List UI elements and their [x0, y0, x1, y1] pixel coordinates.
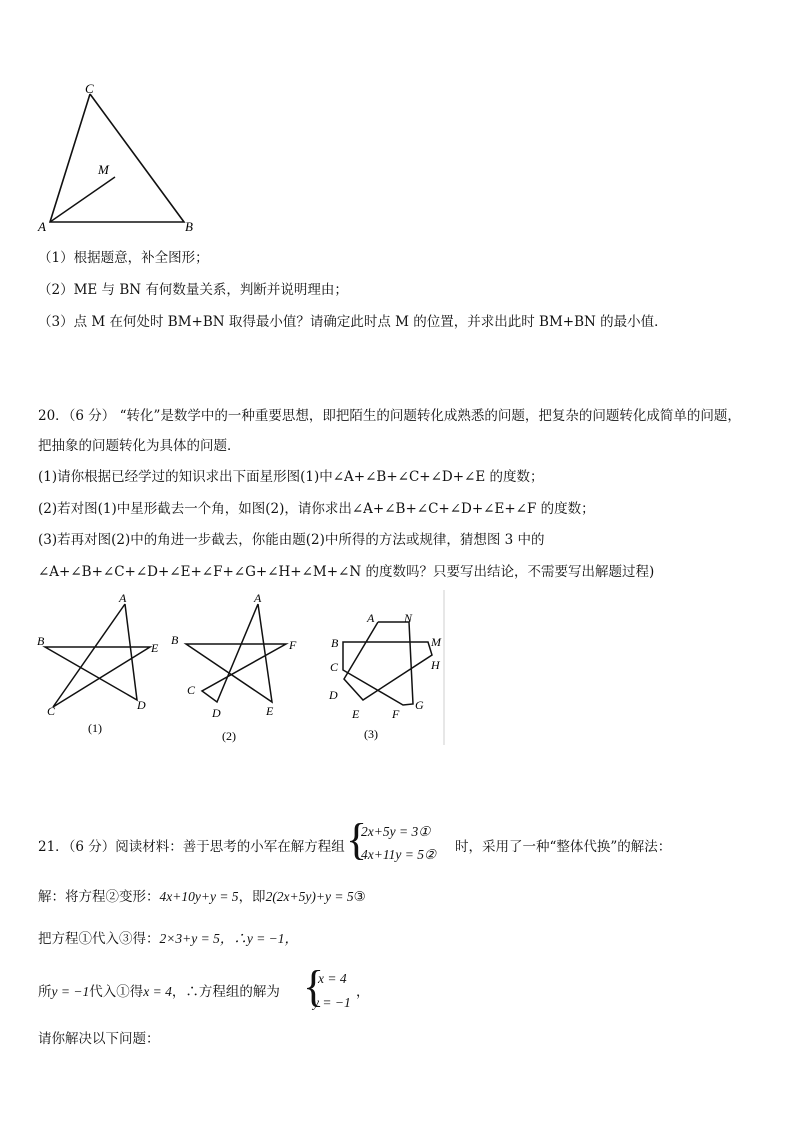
fig2-label-e: E — [266, 704, 274, 718]
q20-line-2: 把抽象的问题转化为具体的问题． — [38, 438, 241, 454]
fig1-label-b: B — [37, 634, 45, 648]
fig1-label-c: C — [47, 704, 56, 718]
fig2-caption: (2) — [222, 729, 236, 743]
star-2-lines — [186, 604, 286, 702]
fig2-label-a: A — [254, 591, 262, 605]
q21-equation-1: 2x+5y = 3① — [361, 824, 431, 839]
triangle-figure — [30, 78, 220, 238]
fig1-caption: (1) — [88, 721, 102, 735]
sol1-equation-2: 2(2x+5y)+y = 5 — [265, 889, 354, 904]
q20-line-1: 20．（6 分） “转化”是数学中的一种重要思想，即把陌生的问题转化成熟悉的问题，把复杂的问题转化成简单的问题， — [38, 408, 741, 424]
sol3-system-eq1: x = 4 — [318, 971, 347, 986]
fig3-label-c: C — [330, 660, 339, 674]
q21-solution-line-2 — [38, 930, 298, 948]
sol3-y-value: y = −1 — [51, 984, 90, 999]
fig3-label-g: G — [415, 698, 424, 712]
segment-am — [50, 177, 115, 222]
fig1-label-a: A — [119, 591, 127, 605]
fig2-label-f: F — [289, 638, 297, 652]
fig3-label-b: B — [331, 636, 339, 650]
sol3-middle: 代入①得 — [89, 984, 144, 1000]
q19-item-2: （2）ME 与 BN 有何数量关系，判断并说明理由； — [38, 282, 348, 298]
q21-intro: 21．（6 分）阅读材料：善于思考的小军在解方程组 — [38, 839, 345, 855]
star-figure-1 — [30, 590, 170, 740]
q19-item-3: （3）点 M 在何处时 BM+BN 取得最小值？请确定此时点 M 的位置，并求出此时 BM+BN 的最小值． — [38, 314, 668, 330]
star-figure-2 — [165, 590, 305, 745]
sol1-prefix: 解：将方程②变形： — [38, 889, 160, 905]
fig2-label-d: D — [212, 706, 221, 720]
fig3-label-a: A — [367, 611, 375, 625]
q20-line-5: (3)若再对图(2)中的角进一步截去，你能由题(2)中所得的方法或规律，猜想图 3 中的 — [38, 532, 545, 548]
fig3-label-f: F — [392, 707, 400, 721]
q21-intro-tail: 时，采用了一种“整体代换”的解法： — [455, 839, 672, 855]
star-1-lines — [45, 604, 150, 707]
q20-line-4: (2)若对图(1)中星形截去一个角，如图(2)，请你求出∠A+∠B+∠C+∠D+∠E+∠F 的度数； — [38, 501, 595, 517]
sol1-middle: ，即 — [238, 889, 266, 905]
q21-solution-line-1 — [38, 888, 366, 906]
label-a: A — [38, 219, 46, 234]
star-3-lines — [343, 622, 432, 705]
q19-item-1: （1）根据题意，补全图形； — [38, 250, 209, 266]
fig2-label-c: C — [187, 683, 196, 697]
fig3-label-n: N — [404, 611, 413, 625]
sol3-system-eq2: y = −1 — [313, 995, 351, 1010]
system-brace: { — [346, 815, 368, 864]
star-figure-3 — [318, 590, 448, 745]
fig1-label-e: E — [151, 641, 159, 655]
sol3-middle-2: ，∴方程组的解为 — [171, 984, 280, 1000]
solution-brace: { — [303, 962, 325, 1011]
sol1-tail: ③ — [353, 889, 366, 905]
q21-solution-line-3 — [38, 983, 280, 1001]
q20-line-3: (1)请你根据已经学过的知识求出下面星形图(1)中∠A+∠B+∠C+∠D+∠E 的度数； — [38, 469, 544, 485]
sol1-equation: 4x+10y+y = 5 — [159, 889, 239, 904]
fig3-label-e: E — [352, 707, 360, 721]
label-m: M — [98, 162, 109, 177]
sol2-prefix: 把方程①代入③得： — [38, 931, 160, 947]
q20-line-6: ∠A+∠B+∠C+∠D+∠E+∠F+∠G+∠H+∠M+∠N 的度数吗？只要写出结论，不需要写出解题过程) — [38, 564, 655, 580]
label-b: B — [185, 219, 193, 234]
q21-equation-2: 4x+11y = 5② — [361, 847, 437, 862]
fig3-caption: (3) — [364, 727, 378, 741]
fig2-label-b: B — [171, 633, 179, 647]
sol3-tail: ， — [356, 984, 370, 1000]
triangle-outline — [50, 94, 184, 222]
fig1-label-d: D — [137, 698, 146, 712]
label-c: C — [85, 81, 94, 96]
fig3-label-m: M — [431, 635, 441, 649]
sol3-prefix: 所 — [38, 984, 52, 1000]
sol3-x-value: x = 4 — [143, 984, 172, 999]
fig3-label-d: D — [329, 688, 338, 702]
fig3-label-h: H — [431, 658, 440, 672]
sol2-equation: 2×3+y = 5，∴y = −1， — [159, 931, 299, 946]
q21-ask: 请你解决以下问题： — [38, 1031, 160, 1047]
